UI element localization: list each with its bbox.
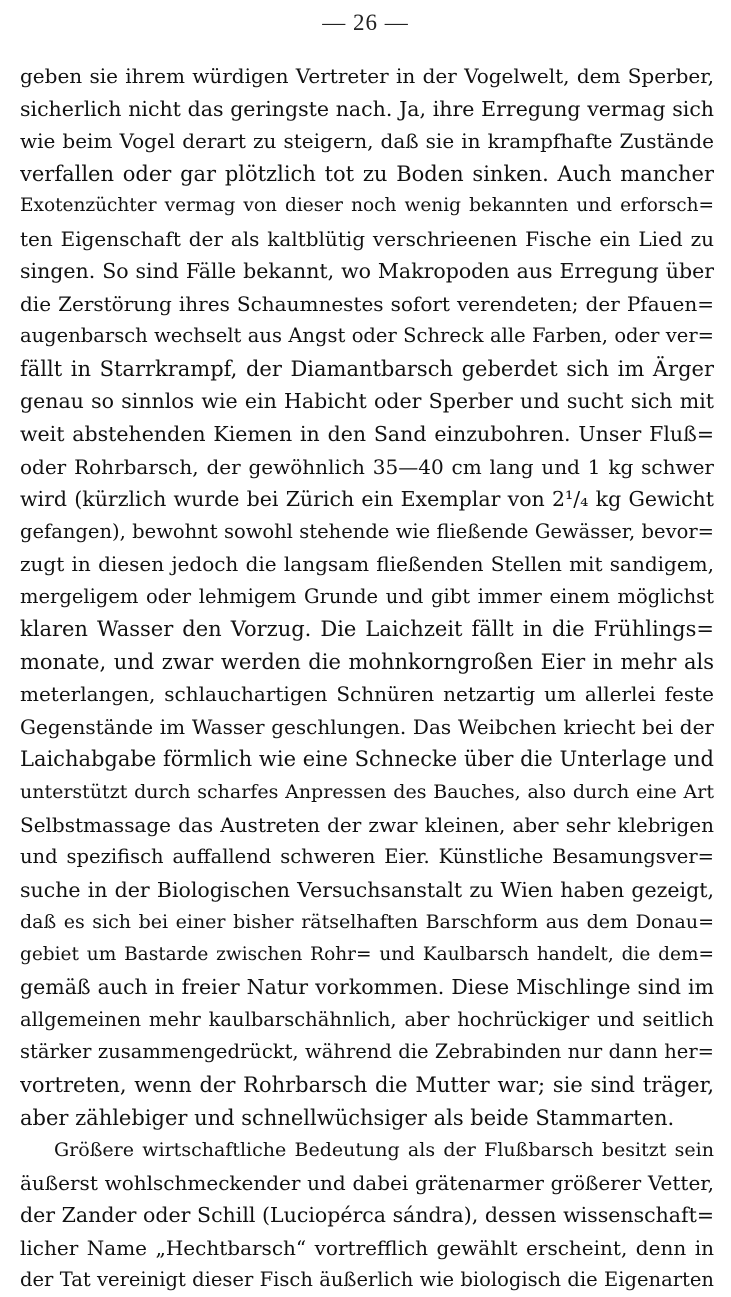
text-line: allgemeinen mehr kaulbarschähnlich, aber hochrückiger und seitlich: [20, 1007, 714, 1031]
text-line: Selbstmassage das Austreten der zwar kleinen, aber sehr klebrigen: [20, 812, 714, 837]
text-line: meterlangen, schlauchartigen Schnüren netzartig um allerlei feste: [20, 682, 714, 707]
paragraph-perch-behavior: [20, 60, 714, 1134]
text-line: mergeligem oder lehmigem Grunde und gibt immer einem möglichst: [20, 584, 714, 608]
text-line: Größere wirtschaftliche Bedeutung als der Flußbarsch besitzt sein: [54, 1139, 714, 1162]
text-line: gebiet um Bastarde zwischen Rohr= und Kaulbarsch handelt, die dem=: [20, 943, 714, 965]
text-line: der Zander oder Schill (Luciopérca sándra), dessen wissenschaft=: [20, 1203, 714, 1228]
text-line: aber zählebiger und schnellwüchsiger als beide Stammarten.: [20, 1105, 675, 1130]
text-line: vortreten, wenn der Rohrbarsch die Mutter war; sie sind träger,: [20, 1072, 714, 1097]
text-line: licher Name „Hechtbarsch“ vortrefflich gewählt erscheint, denn in: [20, 1235, 714, 1260]
text-line: geben sie ihrem würdigen Vertreter in der Vogelwelt, dem Sperber,: [20, 64, 714, 88]
text-line: und spezifisch auffallend schweren Eier. Künstliche Besamungsver=: [20, 845, 714, 869]
text-line: monate, und zwar werden die mohnkorngroßen Eier in mehr als: [20, 649, 714, 674]
text-line: fällt in Starrkrampf, der Diamantbarsch geberdet sich im Ärger: [20, 356, 714, 381]
text-line: gefangen), bewohnt sowohl stehende wie fließende Gewässer, bevor=: [20, 519, 714, 543]
text-line: ten Eigenschaft der als kaltblütig verschrieenen Fische ein Lied zu: [20, 226, 714, 251]
text-line: weit abstehenden Kiemen in den Sand einzubohren. Unser Fluß=: [20, 422, 714, 447]
text-line: verfallen oder gar plötzlich tot zu Boden sinken. Auch mancher: [20, 161, 714, 186]
text-line: sicherlich nicht das geringste nach. Ja, ihre Erregung vermag sich: [20, 96, 714, 121]
text-line: singen. So sind Fälle bekannt, wo Makropoden aus Erregung über: [20, 259, 714, 284]
body-text: [20, 60, 714, 1297]
text-line: suche in der Biologischen Versuchsanstalt zu Wien haben gezeigt,: [20, 877, 714, 902]
text-line: Gegenstände im Wasser geschlungen. Das Weibchen kriecht bei der: [20, 714, 714, 739]
text-line: die Zerstörung ihres Schaumnestes sofort verendeten; der Pfauen=: [20, 291, 714, 316]
text-line: wird (kürzlich wurde bei Zürich ein Exemplar von 2¹/₄ kg Gewicht: [20, 487, 714, 512]
text-line: gemäß auch in freier Natur vorkommen. Diese Mischlinge sind im: [20, 975, 714, 1000]
text-line: unterstützt durch scharfes Anpressen des Bauches, also durch eine Art: [20, 781, 714, 804]
text-line: oder Rohrbarsch, der gewöhnlich 35—40 cm lang und 1 kg schwer: [20, 454, 714, 479]
text-line: genau so sinnlos wie ein Habicht oder Sperber und sucht sich mit: [20, 389, 714, 414]
text-line: wie beim Vogel derart zu steigern, daß sie in krampfhafte Zustände: [20, 129, 714, 154]
text-line: augenbarsch wechselt aus Angst oder Schreck alle Farben, oder ver=: [20, 324, 714, 348]
text-line: der Tat vereinigt dieser Fisch äußerlich wie biologisch die Eigenarten: [20, 1268, 714, 1292]
page-number: — 26 —: [322, 10, 409, 35]
text-line: Exotenzüchter vermag von dieser noch wenig bekannten und erforsch=: [20, 195, 714, 217]
text-line: daß es sich bei einer bisher rätselhaften Barschform aus dem Donau=: [20, 911, 714, 934]
paragraph-zander: [20, 1134, 714, 1297]
text-line: Laichabgabe förmlich wie eine Schnecke über die Unterlage und: [20, 747, 714, 772]
text-line: stärker zusammengedrückt, während die Zebrabinden nur dann her=: [20, 1040, 714, 1064]
text-line: klaren Wasser den Vorzug. Die Laichzeit fällt in die Frühlings=: [20, 617, 714, 642]
text-line: zugt in diesen jedoch die langsam fließenden Stellen mit sandigem,: [20, 552, 714, 577]
text-line: äußerst wohlschmeckender und dabei grätenarmer größerer Vetter,: [20, 1170, 714, 1195]
